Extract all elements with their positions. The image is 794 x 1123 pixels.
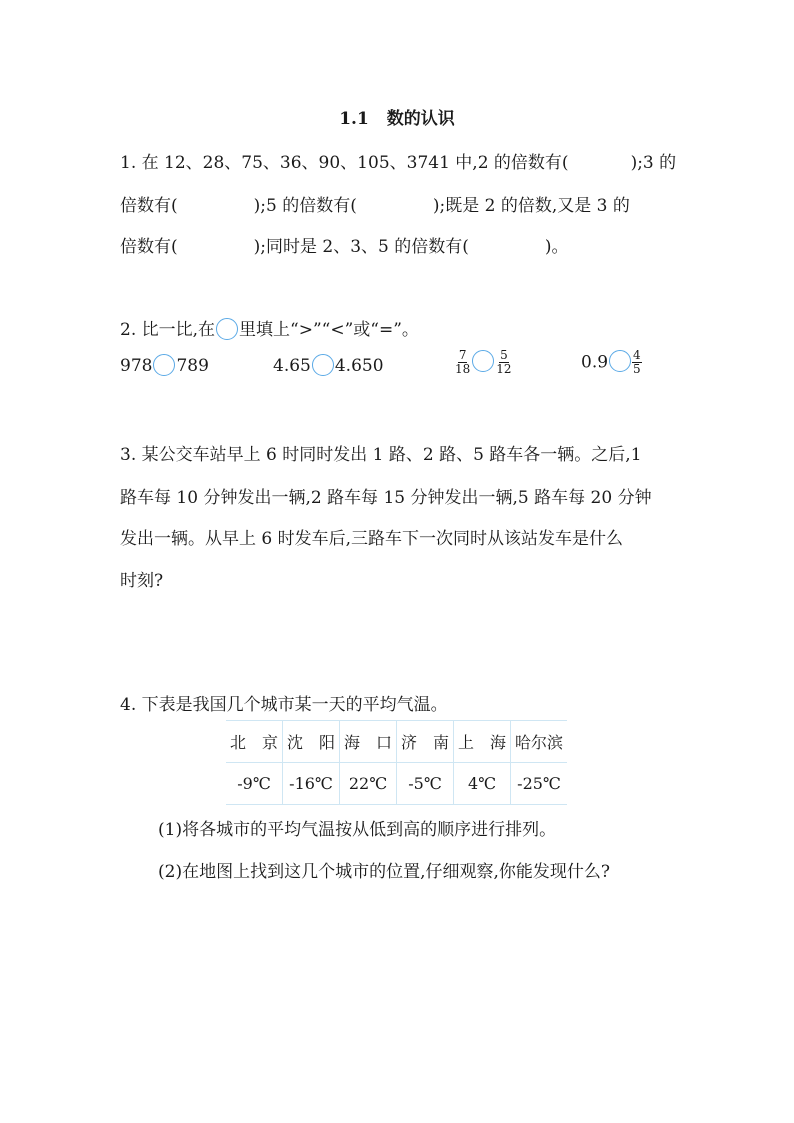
table-cell-temp: -25℃ xyxy=(511,763,568,805)
compare-item-2 xyxy=(273,354,384,376)
q1-text: 1. 在 12、28、75、36、90、105、3741 中,2 的倍数有( xyxy=(120,153,569,173)
q4-sub-1: (1)将各城市的平均气温按从低到高的顺序进行排列。 xyxy=(158,820,557,840)
q1-line-1 xyxy=(120,148,676,173)
q4-sub-2: (2)在地图上找到这几个城市的位置,仔细观察,你能发现什么? xyxy=(158,862,611,882)
compare-circle-input[interactable] xyxy=(153,354,175,376)
q2-text: 里填上“>”“<”或“=”。 xyxy=(239,320,419,340)
q4-intro: 4. 下表是我国几个城市某一天的平均气温。 xyxy=(120,695,448,715)
table-row-temps xyxy=(226,763,567,805)
fraction-left xyxy=(454,349,471,376)
table-cell-temp: 4℃ xyxy=(454,763,511,805)
table-cell-temp: -5℃ xyxy=(397,763,454,805)
q1-text: 倍数有( xyxy=(120,237,178,257)
q1-text: );同时是 2、3、5 的倍数有( xyxy=(253,237,469,257)
q1-text: );既是 2 的倍数,又是 3 的 xyxy=(432,196,630,216)
q1-line-2 xyxy=(120,191,630,216)
table-cell-city: 北 京 xyxy=(226,721,283,763)
fraction-numerator: 4 xyxy=(633,348,641,362)
compare-item-3 xyxy=(454,349,513,376)
q1-text: 倍数有( xyxy=(120,196,178,216)
q3-line-3: 发出一辆。从早上 6 时发车后,三路车下一次同时从该站发车是什么 xyxy=(120,529,624,549)
table-row-cities xyxy=(226,721,567,763)
q1-text: );3 的 xyxy=(630,153,677,173)
table-cell-temp: -9℃ xyxy=(226,763,283,805)
fraction-denominator: 12 xyxy=(496,362,512,376)
compare-right: 789 xyxy=(176,356,209,376)
q2-intro xyxy=(120,315,419,340)
q3-line-4: 时刻? xyxy=(120,571,164,591)
table-cell-temp: 22℃ xyxy=(340,763,397,805)
table-cell-city: 哈尔滨 xyxy=(511,721,568,763)
fraction-denominator: 5 xyxy=(633,362,641,376)
compare-left: 978 xyxy=(120,356,153,376)
table-cell-city: 沈 阳 xyxy=(283,721,340,763)
compare-left: 0.9 xyxy=(581,352,609,373)
page-title xyxy=(0,104,794,129)
compare-circle-input[interactable] xyxy=(312,354,334,376)
table-cell-temp: -16℃ xyxy=(283,763,340,805)
compare-item-4 xyxy=(581,349,642,376)
fraction-numerator: 5 xyxy=(500,348,508,362)
q2-text: 2. 比一比,在 xyxy=(120,320,216,340)
q3-line-2: 路车每 10 分钟发出一辆,2 路车每 15 分钟发出一辆,5 路车每 20 分钟 xyxy=(120,488,652,508)
q3-line-1: 3. 某公交车站早上 6 时同时发出 1 路、2 路、5 路车各一辆。之后,1 xyxy=(120,445,642,465)
fraction-denominator: 18 xyxy=(455,362,471,376)
temperature-table xyxy=(226,720,567,805)
compare-circle-icon xyxy=(216,318,238,340)
compare-circle-input[interactable] xyxy=(609,350,631,372)
section-title: 数的认识 xyxy=(386,109,455,129)
fraction-right xyxy=(495,349,512,376)
q1-line-3 xyxy=(120,232,569,257)
q1-text: )。 xyxy=(544,237,569,257)
section-number: 1.1 xyxy=(339,109,369,129)
fraction-numerator: 7 xyxy=(458,348,467,362)
compare-left: 4.65 xyxy=(273,356,311,376)
table-cell-city: 上 海 xyxy=(454,721,511,763)
compare-circle-input[interactable] xyxy=(472,350,494,372)
compare-right: 4.650 xyxy=(334,356,384,376)
table-cell-city: 济 南 xyxy=(397,721,454,763)
compare-item-1 xyxy=(120,354,209,376)
q1-text: );5 的倍数有( xyxy=(253,196,357,216)
fraction-right xyxy=(632,349,642,376)
table-cell-city: 海 口 xyxy=(340,721,397,763)
